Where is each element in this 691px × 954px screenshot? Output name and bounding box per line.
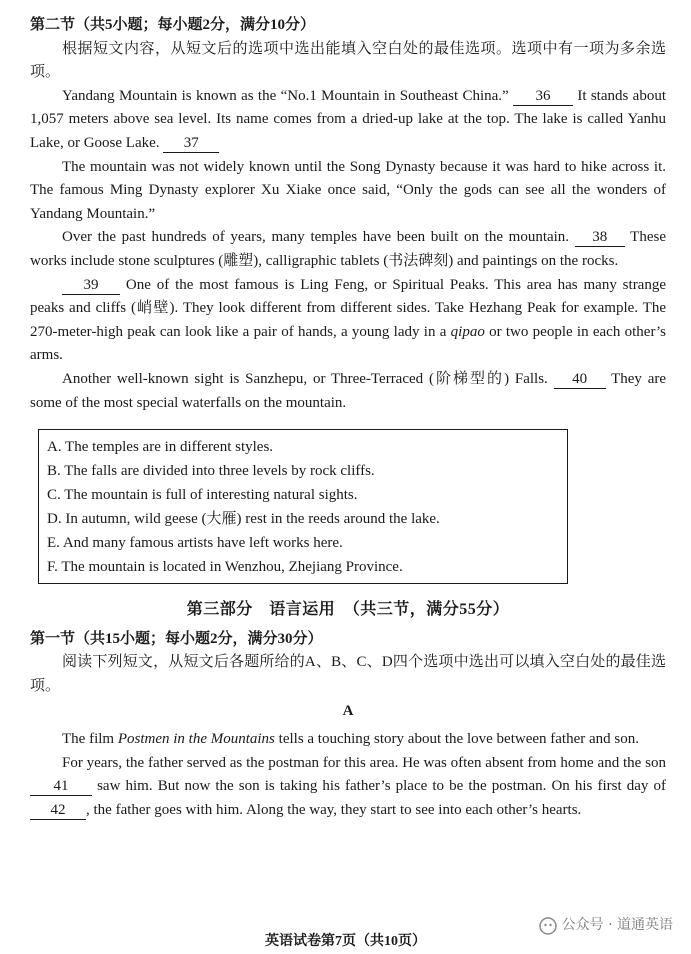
passage-paragraph-5: Another well-known sight is Sanzhepu, or Three-Terraced (阶梯型的) Falls. 40 They are some of the most special waterfalls on the mountain. <box>30 370 667 411</box>
part3-instruction: 阅读下列短文，从短文后各题所给的A、B、C、D四个选项中选出可以填入空白处的最佳选项。 <box>30 654 666 694</box>
section2-instruction: 根据短文内容，从短文后的选项中选出能填入空白处的最佳选项。选项中有一项为多余选项。 <box>30 40 666 81</box>
page-footer: 英语试卷第7页（共10页） <box>265 934 426 949</box>
passage-paragraph-2: The mountain was not widely known until the Song Dynasty because it was hard to hike across it. The famous Ming Dynasty explorer Xu Xiake once said, “Only the gods can see all the wonders of Yandang Mountain.” <box>30 158 666 222</box>
passage-label-a: A <box>342 703 354 720</box>
option-b: B. The falls are divided into three levels by rock cliffs. <box>47 463 375 480</box>
passage-paragraph-4: 39 One of the most famous is Ling Feng, or Spiritual Peaks. This area has many strange peaks and cliffs (峭壁). They look different from different sides. Take Hezhang Peak for example. The 270-meter-high peak can look like a pair of hands, a young lady in a qipao or two people in each other’s arms. <box>30 276 666 364</box>
option-e: E. And many famous artists have left works here. <box>47 535 343 552</box>
blank-40: 40 <box>554 370 606 389</box>
option-f: F. The mountain is located in Wenzhou, Zhejiang Province. <box>47 559 403 576</box>
section2-heading: 第二节（共5小题；每小题2分，满分10分） <box>30 17 316 33</box>
passage-a-paragraph-2: For years, the father served as the postman for this area. He was often absent from home and the son 41 saw him. But now the son is taking his father’s place to be the postman. On his first day of 42 , the father goes with him. Along the way, they start to see into each other’s hearts. <box>30 752 666 823</box>
part3-title: 第三部分 语言运用 （共三节，满分55分） <box>186 601 510 619</box>
passage-a-paragraph-1: The film Postmen in the Mountains tells a touching story about the love between father and son. <box>62 731 639 748</box>
option-d: D. In autumn, wild geese (大雁) rest in the reeds around the lake. <box>47 511 440 528</box>
watermark-text: 公众号 · 道通英语 <box>561 917 673 933</box>
option-c: C. The mountain is full of interesting natural sights. <box>47 487 358 504</box>
blank-42: 42 <box>30 801 86 820</box>
blank-39: 39 <box>62 276 120 295</box>
exam-page <box>30 14 666 822</box>
blank-36: 36 <box>513 87 573 106</box>
passage-paragraph-3: Over the past hundreds of years, many temples have been built on the mountain. 38 These works include stone sculptures (雕塑), calligraphic tablets (书法碑刻) and paintings on the rocks. <box>30 229 666 269</box>
passage-paragraph-1: Yandang Mountain is known as the “No.1 Mountain in Southeast China.” 36 It stands about 1,057 meters above sea level. Its name comes from a dried-up lake at the top. The lake is called Yanhu Lake, or Goose Lake. 37 <box>30 87 666 151</box>
options-box <box>38 429 568 584</box>
blank-37: 37 <box>163 134 219 153</box>
option-a: A. The temples are in different styles. <box>47 439 274 456</box>
blank-41: 41 <box>30 777 92 796</box>
blank-38: 38 <box>575 228 625 247</box>
part3-section1-heading: 第一节（共15小题；每小题2分，满分30分） <box>30 630 323 647</box>
